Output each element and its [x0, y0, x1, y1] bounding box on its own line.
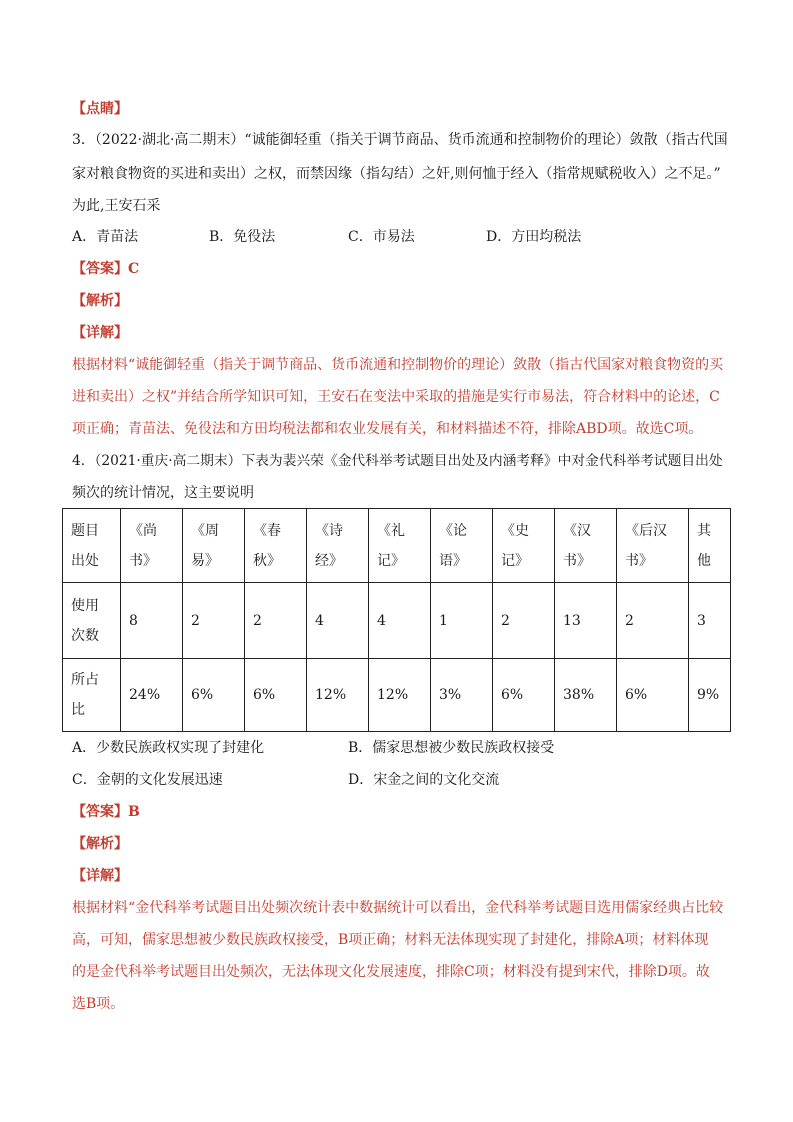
table-header-cell: 《礼记》	[369, 509, 431, 583]
q3-answer-value: C	[128, 261, 140, 277]
table-cell: 3	[689, 583, 731, 659]
table-cell: 8	[121, 583, 183, 659]
table-header-cell: 《论语》	[431, 509, 493, 583]
table-header-row	[63, 509, 731, 583]
q4-option-b: B．儒家思想被少数民族政权接受	[348, 740, 555, 756]
q4-detail-line-3: 的是金代科举考试题目出处频次，无法体现文化发展速度，排除C项；材料没有提到宋代，排除D项。故	[72, 964, 710, 980]
table-header-cell: 其他	[689, 509, 731, 583]
table-header-cell: 《周易》	[183, 509, 245, 583]
q3-analysis-label: 【解析】	[72, 293, 128, 309]
q3-detail-label: 【详解】	[72, 325, 128, 341]
table-cell: 12%	[307, 659, 369, 732]
q3-stem-line-2: 家对粮食物资的买进和卖出）之权，而禁因缘（指勾结）之奸,则何恤于经入（指常规赋税收入）之不足。”	[72, 166, 721, 182]
table-cell: 2	[245, 583, 307, 659]
q4-stem-line-1: 4．（2021·重庆·高二期末）下表为裴兴荣《金代科举考试题目出处及内涵考释》中对金代科举考试题目出处	[72, 453, 723, 469]
table-cell: 1	[431, 583, 493, 659]
q3-stem-line-1: 3．（2022·湖北·高二期末）“诚能御轻重（指关于调节商品、货币流通和控制物价的理论）敛散（指古代国	[72, 132, 728, 148]
table-cell: 6%	[245, 659, 307, 732]
q3-detail-line-2: 进和卖出）之权”并结合所学知识可知，王安石在变法中采取的措施是实行市易法，符合材料中的论述，C	[72, 389, 720, 405]
table-cell: 12%	[369, 659, 431, 732]
q3-option-c: C．市易法	[348, 229, 415, 245]
table-cell: 38%	[555, 659, 617, 732]
table-cell: 4	[369, 583, 431, 659]
table-cell: 2	[493, 583, 555, 659]
q3-detail-line-1: 根据材料“诚能御轻重（指关于调节商品、货币流通和控制物价的理论）敛散（指古代国家对粮食物资的买	[72, 357, 724, 373]
q4-detail-line-2: 高，可知，儒家思想被少数民族政权接受，B项正确；材料无法体现实现了封建化，排除A项；材料体现	[72, 932, 709, 948]
q4-detail-label: 【详解】	[72, 868, 128, 884]
q4-answer	[72, 802, 140, 822]
table-header-cell: 《后汉书》	[617, 509, 689, 583]
table-header-cell: 题目出处	[63, 509, 121, 583]
table-cell: 9%	[689, 659, 731, 732]
q3-stem-line-3: 为此,王安石采	[72, 198, 161, 214]
table-cell: 所占比	[63, 659, 121, 732]
q4-option-a: A．少数民族政权实现了封建化	[72, 740, 265, 756]
q4-option-d: D．宋金之间的文化交流	[348, 772, 500, 788]
q3-answer-label: 【答案】	[72, 261, 128, 277]
q4-answer-label: 【答案】	[72, 804, 128, 820]
q3-option-b: B．免役法	[209, 229, 276, 245]
table-cell: 2	[183, 583, 245, 659]
q3-detail-line-3: 项正确；青苗法、免役法和方田均税法都和农业发展有关，和材料描述不符，排除ABD项。故选C项。	[72, 421, 703, 437]
table-header-cell: 《春秋》	[245, 509, 307, 583]
q4-option-c: C．金朝的文化发展迅速	[72, 772, 223, 788]
table-cell: 6%	[493, 659, 555, 732]
q3-answer	[72, 259, 139, 279]
table-header-cell: 《汉书》	[555, 509, 617, 583]
q4-answer-value: B	[128, 804, 140, 820]
table-cell: 4	[307, 583, 369, 659]
table-header-cell: 《诗经》	[307, 509, 369, 583]
table-cell: 13	[555, 583, 617, 659]
table-cell: 24%	[121, 659, 183, 732]
table-row	[63, 659, 731, 732]
q4-stem-line-2: 频次的统计情况，这主要说明	[72, 485, 254, 501]
q3-option-a: A．青苗法	[72, 229, 139, 245]
table-header-cell: 《史记》	[493, 509, 555, 583]
table-cell: 6%	[617, 659, 689, 732]
q3-option-d: D．方田均税法	[486, 229, 582, 245]
frequency-table	[62, 508, 731, 732]
table-cell: 2	[617, 583, 689, 659]
table-row	[63, 583, 731, 659]
q4-analysis-label: 【解析】	[72, 836, 128, 852]
q4-detail-line-4: 选B项。	[72, 996, 125, 1012]
dianjing-label: 【点睛】	[72, 101, 128, 117]
table-cell: 6%	[183, 659, 245, 732]
table-cell: 3%	[431, 659, 493, 732]
table-cell: 使用次数	[63, 583, 121, 659]
q4-detail-line-1: 根据材料“金代科举考试题目出处频次统计表中数据统计可以看出，金代科举考试题目选用儒家经典占比较	[72, 900, 724, 916]
table-header-cell: 《尚书》	[121, 509, 183, 583]
